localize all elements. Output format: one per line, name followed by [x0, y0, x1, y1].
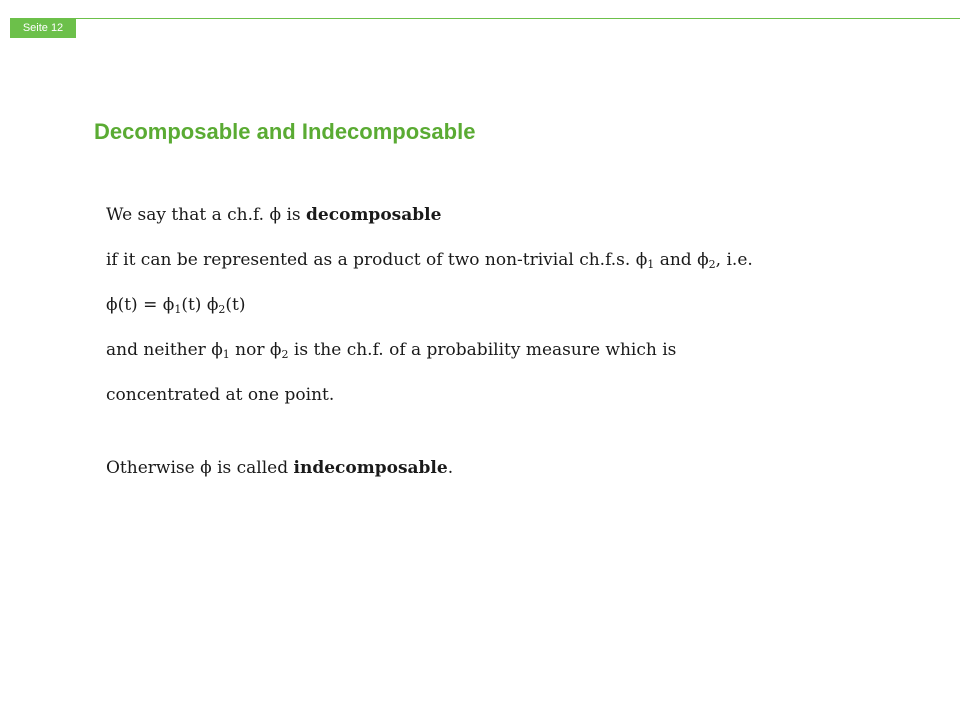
text-segment: is the ch.f. of a probability measure which is — [288, 340, 677, 360]
subscript: 2 — [218, 303, 226, 316]
page-number-badge: Seite 12 — [10, 18, 76, 38]
header-rule — [76, 18, 960, 19]
text-segment: nor ϕ — [229, 340, 282, 360]
slide-title: Decomposable and Indecomposable — [94, 119, 476, 144]
term-indecomposable: indecomposable — [293, 458, 448, 478]
subscript: 2 — [708, 258, 716, 271]
subscript: 2 — [281, 348, 289, 361]
text-segment: concentrated at one point. — [106, 385, 335, 405]
text-segment: ϕ(t) = ϕ — [106, 295, 175, 315]
otherwise-line — [106, 453, 946, 483]
slide-body — [106, 200, 946, 498]
product-condition-line — [106, 245, 946, 275]
definition-text: We say that a ch.f. ϕ is — [106, 205, 307, 225]
nontrivial-condition-continuation — [106, 380, 946, 410]
nontrivial-condition-line — [106, 335, 946, 365]
subscript: 1 — [647, 258, 655, 271]
definition-line — [106, 200, 946, 230]
subscript: 1 — [222, 348, 230, 361]
product-formula-line — [106, 290, 946, 320]
text-segment: if it can be represented as a product of two non-trivial ch.f.s. ϕ — [106, 250, 648, 270]
subscript: 1 — [174, 303, 182, 316]
text-segment: Otherwise ϕ is called — [106, 458, 294, 478]
text-segment: . — [447, 458, 454, 478]
text-segment: , i.e. — [715, 250, 753, 270]
text-segment: (t) — [225, 295, 246, 315]
text-segment: (t) ϕ — [181, 295, 219, 315]
text-segment: and ϕ — [654, 250, 709, 270]
term-decomposable: decomposable — [306, 205, 442, 225]
text-segment: and neither ϕ — [106, 340, 223, 360]
